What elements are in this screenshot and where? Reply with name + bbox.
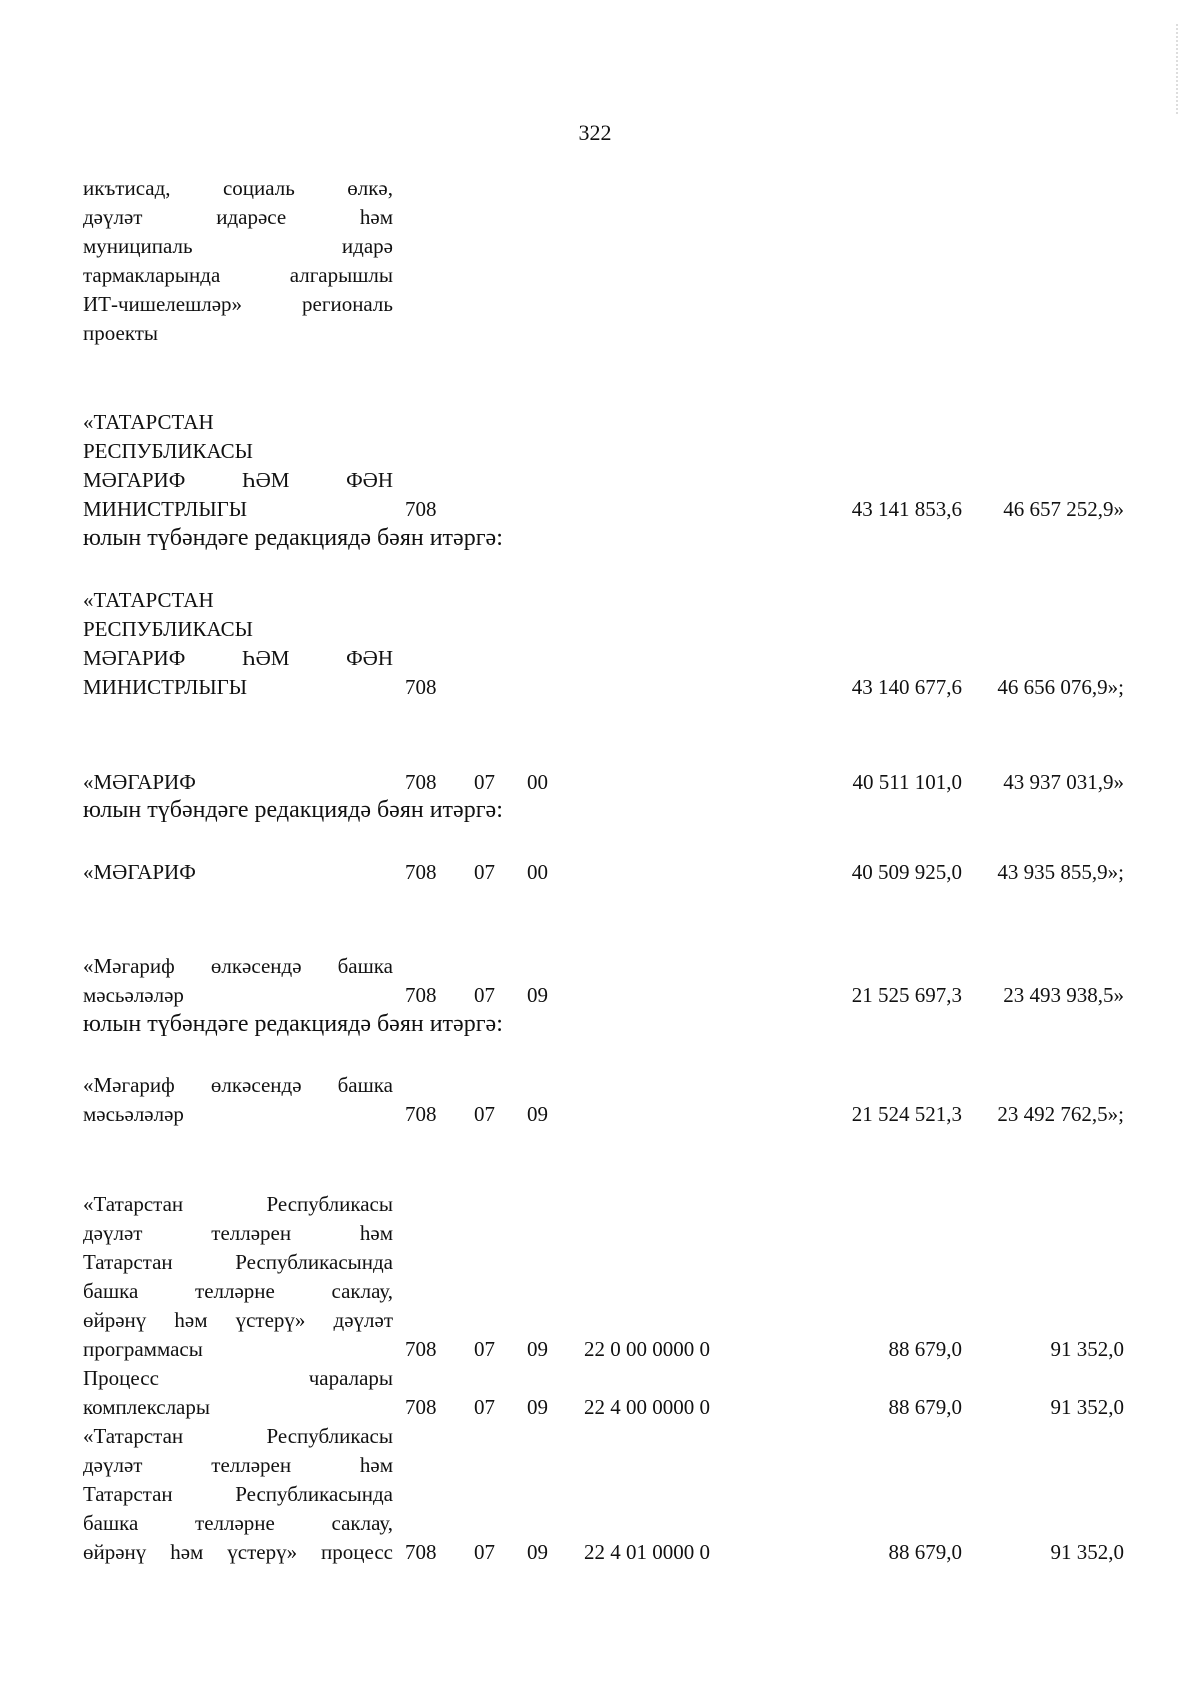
- section-code: 07: [474, 983, 495, 1007]
- row-name-line: программасы: [83, 1337, 203, 1361]
- value-year-1: 88 679,0: [888, 1395, 962, 1419]
- section-code: 07: [474, 1540, 495, 1564]
- target-item-code: 22 0 00 0000 0: [584, 1337, 710, 1361]
- row-name-line: Татарстан Республикасында: [83, 1250, 393, 1274]
- row-name-line: «МӘГАРИФ: [83, 770, 196, 794]
- section-code: 07: [474, 1337, 495, 1361]
- intro-line: тармакларында алгарышлы: [83, 263, 393, 287]
- value-year-2: 23 492 762,5»;: [997, 1102, 1124, 1126]
- target-item-code: 22 4 01 0000 0: [584, 1540, 710, 1564]
- row-name-line: «Мәгариф өлкәсендә башка: [83, 954, 393, 978]
- subsection-code: 00: [527, 860, 548, 884]
- row-name-line: МИНИСТРЛЫГЫ: [83, 497, 248, 521]
- row-name-line: дәүләт телләрен һәм: [83, 1221, 393, 1245]
- row-name-line: башка телләрне саклау,: [83, 1511, 393, 1535]
- ministry-code: 708: [405, 983, 437, 1007]
- ministry-code: 708: [405, 497, 437, 521]
- value-year-2: 91 352,0: [1050, 1337, 1124, 1361]
- ministry-code: 708: [405, 675, 437, 699]
- row-name-line: өйрәнү һәм үстерү» дәүләт: [83, 1308, 393, 1332]
- value-year-1: 88 679,0: [888, 1540, 962, 1564]
- row-name-line: РЕСПУБЛИКАСЫ: [83, 617, 253, 641]
- row-name-line: мәсьәләләр: [83, 1102, 184, 1126]
- value-year-1: 88 679,0: [888, 1337, 962, 1361]
- value-year-1: 21 524 521,3: [851, 1102, 962, 1126]
- edit-instruction: юлын түбәндәге редакциядә бәян итәргә:: [83, 797, 503, 823]
- row-name-line: Татарстан Республикасында: [83, 1482, 393, 1506]
- row-name-line: МӘГАРИФ ҺӘМ ФӘН: [83, 468, 393, 492]
- value-year-2: 91 352,0: [1050, 1540, 1124, 1564]
- row-name-line: комплекслары: [83, 1395, 210, 1419]
- value-year-2: 43 935 855,9»;: [997, 860, 1124, 884]
- ministry-code: 708: [405, 1102, 437, 1126]
- intro-line: икътисад, социаль өлкә,: [83, 176, 393, 200]
- page-number: 322: [578, 120, 612, 145]
- ministry-code: 708: [405, 860, 437, 884]
- ministry-code: 708: [405, 1540, 437, 1564]
- subsection-code: 09: [527, 1540, 548, 1564]
- value-year-2: 23 493 938,5»: [1003, 983, 1124, 1007]
- value-year-1: 43 141 853,6: [851, 497, 962, 521]
- row-name-line: «ТАТАРСТАН: [83, 588, 214, 612]
- value-year-1: 43 140 677,6: [851, 675, 962, 699]
- row-name-line: «Мәгариф өлкәсендә башка: [83, 1073, 393, 1097]
- row-name-line: «МӘГАРИФ: [83, 860, 196, 884]
- row-name-line: «Татарстан Республикасы: [83, 1424, 393, 1448]
- ministry-code: 708: [405, 770, 437, 794]
- intro-line: муниципаль идарә: [83, 234, 393, 258]
- edit-instruction: юлын түбәндәге редакциядә бәян итәргә:: [83, 525, 503, 551]
- value-year-1: 21 525 697,3: [851, 983, 962, 1007]
- target-item-code: 22 4 00 0000 0: [584, 1395, 710, 1419]
- subsection-code: 09: [527, 983, 548, 1007]
- section-code: 07: [474, 770, 495, 794]
- edit-instruction: юлын түбәндәге редакциядә бәян итәргә:: [83, 1011, 503, 1037]
- value-year-2: 91 352,0: [1050, 1395, 1124, 1419]
- row-name-line: дәүләт телләрен һәм: [83, 1453, 393, 1477]
- subsection-code: 09: [527, 1102, 548, 1126]
- intro-line: ИТ-чишелешләр» региональ: [83, 292, 393, 316]
- value-year-1: 40 509 925,0: [851, 860, 962, 884]
- row-name-line: «ТАТАРСТАН: [83, 410, 214, 434]
- value-year-2: 46 656 076,9»;: [997, 675, 1124, 699]
- scan-margin-mark: [1174, 24, 1178, 114]
- value-year-2: 43 937 031,9»: [1003, 770, 1124, 794]
- row-name-line: башка телләрне саклау,: [83, 1279, 393, 1303]
- section-code: 07: [474, 860, 495, 884]
- row-name-line: мәсьәләләр: [83, 983, 184, 1007]
- ministry-code: 708: [405, 1337, 437, 1361]
- section-code: 07: [474, 1102, 495, 1126]
- row-name-line: МИНИСТРЛЫГЫ: [83, 675, 248, 699]
- row-name-line: Процесс чаралары: [83, 1366, 393, 1390]
- subsection-code: 09: [527, 1395, 548, 1419]
- value-year-1: 40 511 101,0: [852, 770, 962, 794]
- section-code: 07: [474, 1395, 495, 1419]
- row-name-line: РЕСПУБЛИКАСЫ: [83, 439, 253, 463]
- subsection-code: 00: [527, 770, 548, 794]
- value-year-2: 46 657 252,9»: [1003, 497, 1124, 521]
- intro-line: дәүләт идарәсе һәм: [83, 205, 393, 229]
- subsection-code: 09: [527, 1337, 548, 1361]
- row-name-line: өйрәнү һәм үстерү» процесс: [83, 1540, 393, 1564]
- row-name-line: МӘГАРИФ ҺӘМ ФӘН: [83, 646, 393, 670]
- intro-line: проекты: [83, 321, 159, 345]
- row-name-line: «Татарстан Республикасы: [83, 1192, 393, 1216]
- ministry-code: 708: [405, 1395, 437, 1419]
